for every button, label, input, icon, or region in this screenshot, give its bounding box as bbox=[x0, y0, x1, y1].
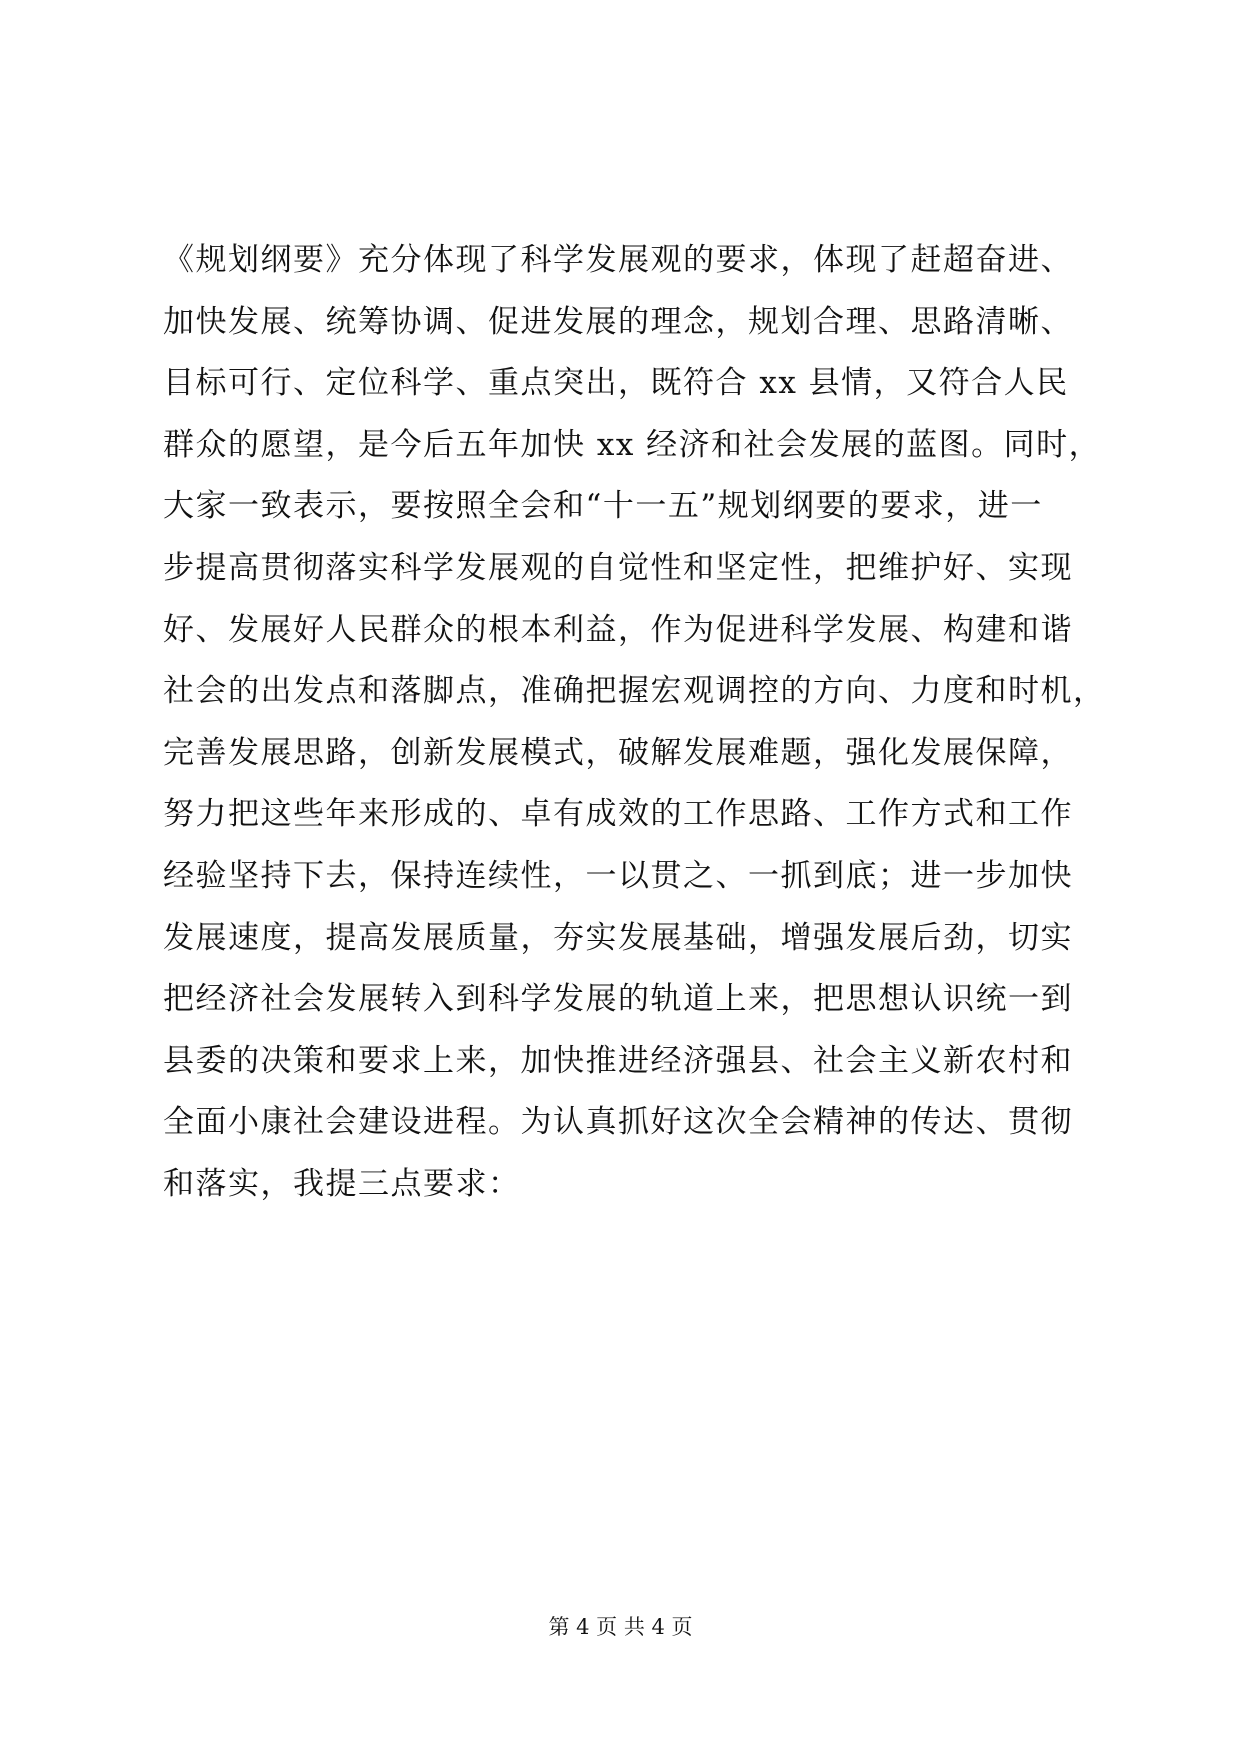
text-line: 步提高贯彻落实科学发展观的自觉性和坚定性，把维护好、实现 bbox=[163, 549, 1073, 586]
text-line: 努力把这些年来形成的、卓有成效的工作思路、工作方式和工作 bbox=[163, 796, 1073, 833]
text-line: 群众的愿望，是今后五年加快 xx 经济和社会发展的蓝图。同时， bbox=[163, 426, 1102, 463]
page-footer bbox=[0, 1612, 1241, 1642]
page-number: 第 4 页 共 4 页 bbox=[548, 1615, 693, 1639]
text-line: 目标可行、定位科学、重点突出，既符合 xx 县情，又符合人民 bbox=[163, 365, 1069, 402]
text-line: 发展速度，提高发展质量，夯实发展基础，增强发展后劲，切实 bbox=[163, 919, 1073, 956]
text-line: 完善发展思路，创新发展模式，破解发展难题，强化发展保障， bbox=[163, 734, 1073, 771]
text-line: 《规划纲要》充分体现了科学发展观的要求，体现了赶超奋进、 bbox=[163, 242, 1073, 278]
text-line: 加快发展、统筹协调、促进发展的理念，规划合理、思路清晰、 bbox=[163, 303, 1073, 340]
text-line: 和落实，我提三点要求： bbox=[163, 1165, 521, 1202]
body-paragraph bbox=[163, 230, 1106, 1216]
text-line: 社会的出发点和落脚点，准确把握宏观调控的方向、力度和时机， bbox=[163, 673, 1106, 710]
text-line: 大家一致表示，要按照全会和“十一五”规划纲要的要求，进一 bbox=[163, 488, 1043, 525]
text-line: 全面小康社会建设进程。为认真抓好这次全会精神的传达、贯彻 bbox=[163, 1104, 1073, 1141]
text-line: 经验坚持下去，保持连续性，一以贯之、一抓到底；进一步加快 bbox=[163, 857, 1073, 894]
text-line: 好、发展好人民群众的根本利益，作为促进科学发展、构建和谐 bbox=[163, 611, 1073, 648]
text-line: 县委的决策和要求上来，加快推进经济强县、社会主义新农村和 bbox=[163, 1042, 1073, 1079]
text-line: 把经济社会发展转入到科学发展的轨道上来，把思想认识统一到 bbox=[163, 981, 1073, 1018]
